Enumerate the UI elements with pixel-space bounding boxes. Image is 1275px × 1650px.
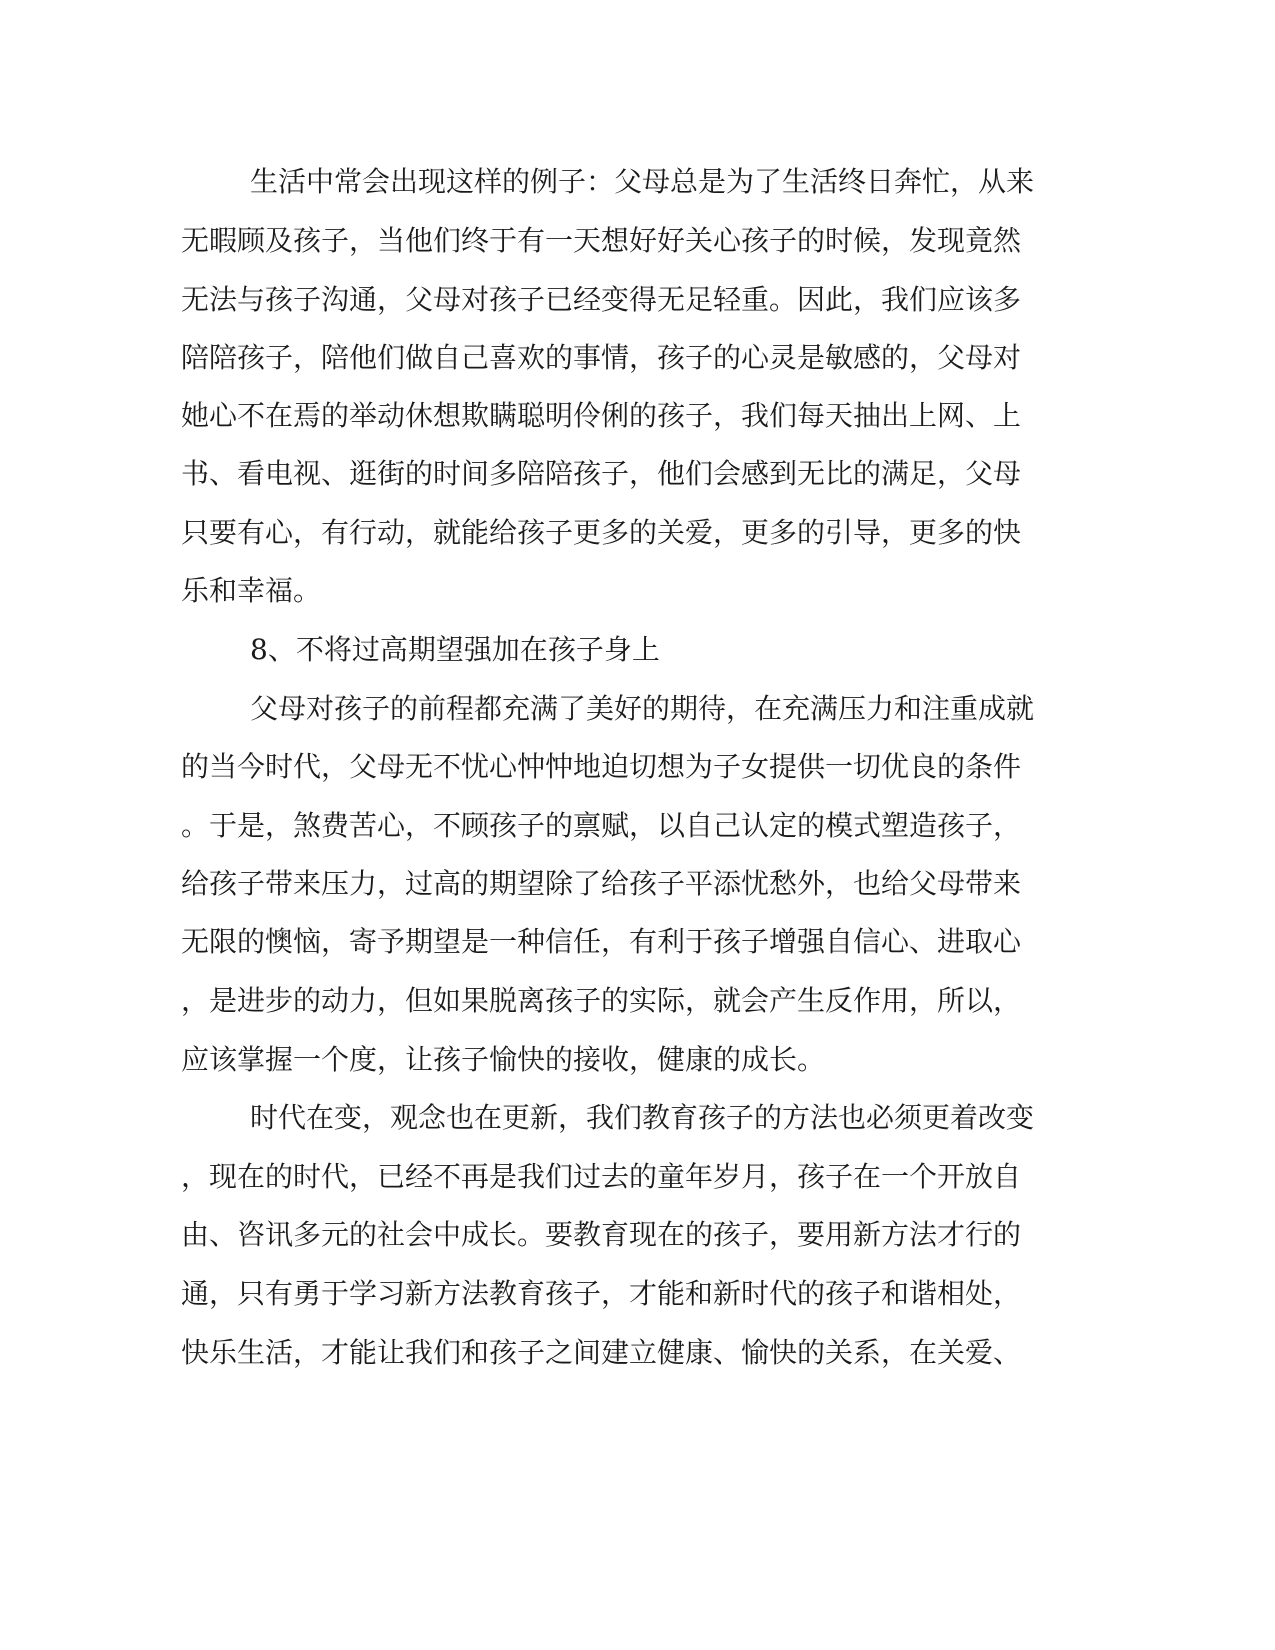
paragraph-line: ，是进步的动力，但如果脱离孩子的实际，就会产生反作用，所以， — [181, 984, 1022, 1017]
paragraph-line: 无暇顾及孩子，当他们终于有一天想好好关心孩子的时候，发现竟然 — [181, 224, 1022, 257]
paragraph-line: ，现在的时代，已经不再是我们过去的童年岁月，孩子在一个开放自 — [181, 1160, 1022, 1193]
paragraph-line: 快乐生活，才能让我们和孩子之间建立健康、愉快的关系，在关爱、 — [181, 1336, 1022, 1369]
paragraph-line: 无法与孩子沟通，父母对孩子已经变得无足轻重。因此，我们应该多 — [181, 283, 1022, 316]
paragraph-line: 她心不在焉的举动休想欺瞒聪明伶俐的孩子，我们每天抽出上网、上 — [181, 399, 1022, 432]
section-heading: 8、不将过高期望强加在孩子身上 — [250, 633, 660, 666]
paragraph-line: 时代在变，观念也在更新，我们教育孩子的方法也必须更着改变 — [250, 1101, 1035, 1134]
paragraph-line: 乐和幸福。 — [181, 574, 322, 607]
paragraph-line: 只要有心，有行动，就能给孩子更多的关爱，更多的引导，更多的快 — [181, 516, 1022, 549]
paragraph-line: 给孩子带来压力，过高的期望除了给孩子平添忧愁外，也给父母带来 — [181, 867, 1022, 900]
paragraph-line: 陪陪孩子，陪他们做自己喜欢的事情，孩子的心灵是敏感的，父母对 — [181, 341, 1022, 374]
paragraph-line: 应该掌握一个度，让孩子愉快的接收，健康的成长。 — [181, 1043, 826, 1076]
paragraph-line: 的当今时代，父母无不忧心忡忡地迫切想为子女提供一切优良的条件 — [181, 750, 1022, 783]
paragraph-line: 由、咨讯多元的社会中成长。要教育现在的孩子，要用新方法才行的 — [181, 1218, 1022, 1251]
paragraph-line: 生活中常会出现这样的例子：父母总是为了生活终日奔忙，从来 — [250, 165, 1035, 198]
paragraph-line: 无限的懊恼，寄予期望是一种信任，有利于孩子增强自信心、进取心 — [181, 925, 1022, 958]
paragraph-line: 父母对孩子的前程都充满了美好的期待，在充满压力和注重成就 — [250, 692, 1035, 725]
paragraph-line: 。于是，煞费苦心，不顾孩子的禀赋，以自己认定的模式塑造孩子， — [181, 809, 1022, 842]
paragraph-line: 通，只有勇于学习新方法教育孩子，才能和新时代的孩子和谐相处， — [181, 1277, 1022, 1310]
paragraph-line: 书、看电视、逛街的时间多陪陪孩子，他们会感到无比的满足，父母 — [181, 457, 1022, 490]
